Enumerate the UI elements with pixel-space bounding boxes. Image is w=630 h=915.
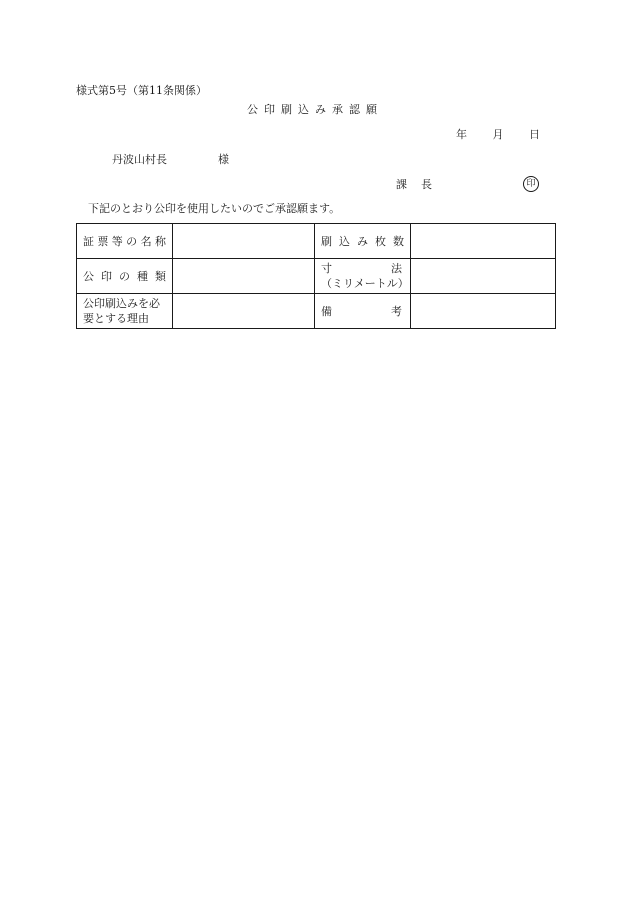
request-form-table: [76, 223, 556, 329]
addressee-honorific: 様: [218, 153, 229, 166]
label-char: 考: [391, 304, 402, 318]
label-char: み: [357, 234, 368, 248]
date-line: [456, 128, 540, 142]
print-count-label: [315, 224, 411, 259]
label-char: 法: [391, 262, 402, 275]
label-char: 刷: [321, 234, 332, 248]
label-char: の: [126, 234, 138, 248]
dimensions-unit: （ミリメートル）: [321, 277, 409, 290]
form-number: 様式第5号（第11条関係）: [76, 84, 207, 97]
document-name-field[interactable]: [173, 224, 315, 259]
remarks-field[interactable]: [411, 294, 556, 329]
label-char: 類: [155, 269, 166, 283]
section-chief-char-1: 課: [396, 178, 407, 191]
request-text: 下記のとおり公印を使用したいのでご承認願ます。: [88, 202, 341, 215]
label-char: の: [119, 269, 130, 283]
reason-field[interactable]: [173, 294, 315, 329]
reason-label-line-1: 公印刷込みを必: [83, 297, 160, 310]
date-day-label: 日: [529, 128, 540, 141]
reason-label: [77, 294, 173, 329]
label-char: 等: [111, 234, 123, 248]
label-char: 込: [339, 234, 350, 248]
date-month-label: 月: [492, 128, 504, 141]
dimensions-field[interactable]: [411, 259, 556, 294]
section-chief-label: [396, 178, 432, 192]
label-char: 寸: [321, 262, 332, 275]
label-char: 票: [97, 234, 109, 248]
label-char: 証: [83, 234, 94, 248]
document-title: 公印刷込み承認願: [247, 103, 383, 116]
table-row: [77, 259, 556, 294]
label-char: 種: [137, 269, 148, 283]
remarks-label: [315, 294, 411, 329]
table-row: [77, 224, 556, 259]
date-year-label: 年: [456, 128, 467, 141]
seal-type-field[interactable]: [173, 259, 315, 294]
seal-type-label: [77, 259, 173, 294]
print-count-field[interactable]: [411, 224, 556, 259]
seal-mark: 印: [523, 176, 539, 192]
label-char: 印: [101, 269, 112, 283]
dimensions-label: [315, 259, 411, 294]
reason-label-line-2: 要とする理由: [83, 312, 149, 325]
document-name-label: [77, 224, 173, 259]
label-char: 備: [321, 304, 332, 318]
label-char: 数: [393, 234, 404, 248]
section-chief-char-2: 長: [421, 178, 432, 191]
label-char: 称: [154, 234, 166, 248]
label-char: 枚: [375, 234, 386, 248]
label-char: 名: [140, 234, 152, 248]
label-char: 公: [83, 269, 94, 283]
addressee-name: 丹波山村長: [112, 153, 167, 166]
table-row: [77, 294, 556, 329]
